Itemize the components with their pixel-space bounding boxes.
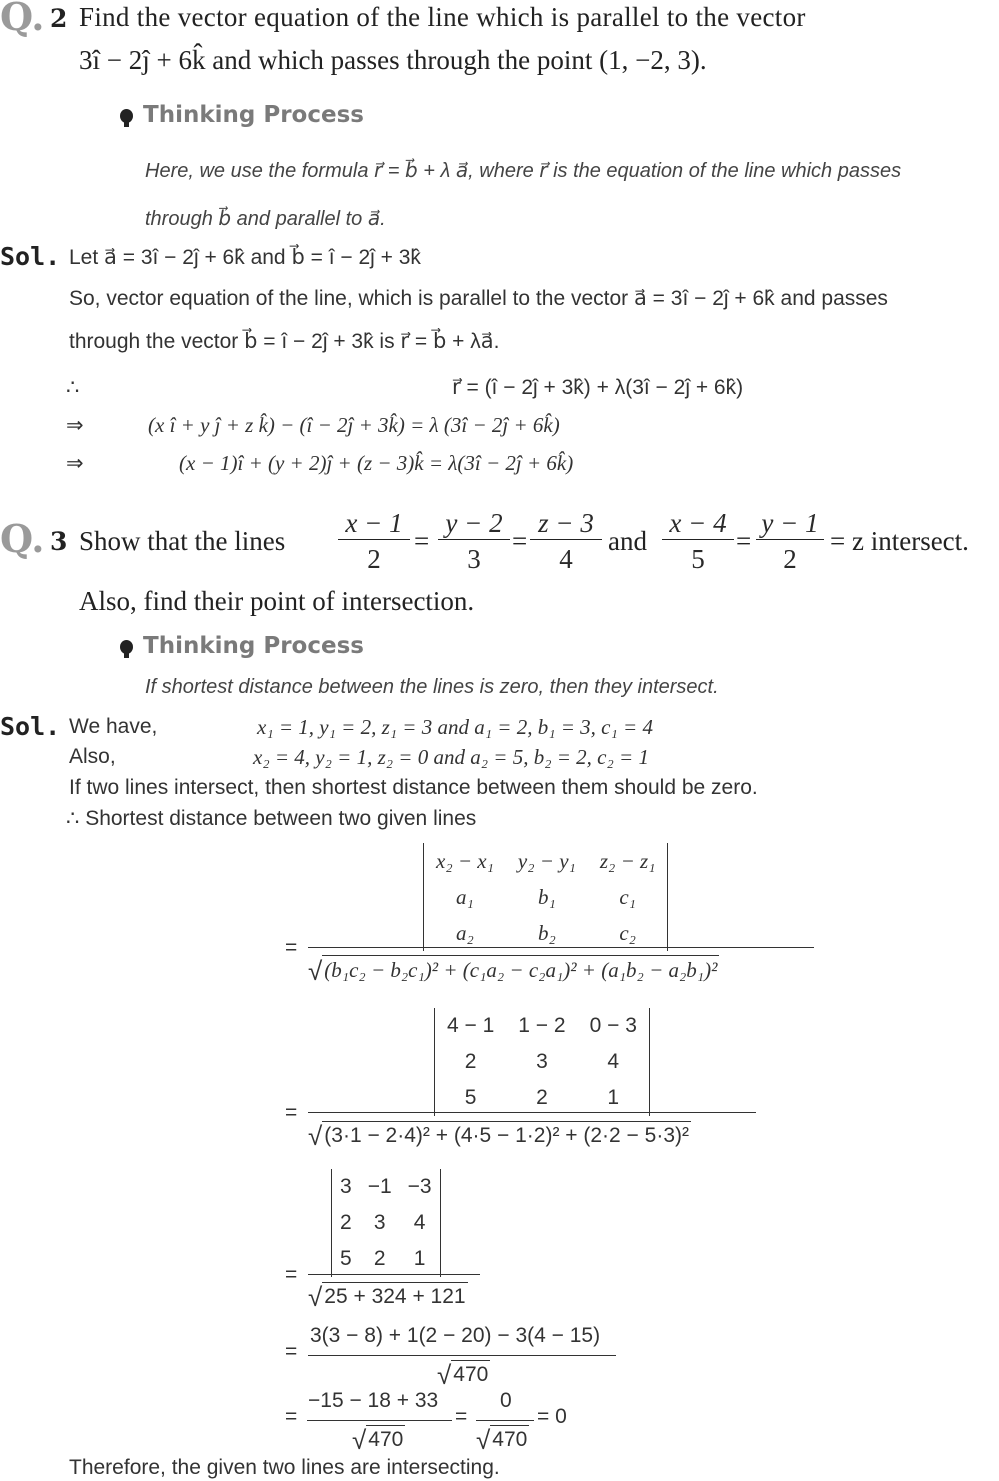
q3-determinant-substituted xyxy=(434,1008,650,1116)
det-cell: 3 xyxy=(373,1211,386,1234)
implies-symbol: ⇒ xyxy=(66,452,84,475)
det-cell: 0 − 3 xyxy=(589,1014,637,1037)
lightbulb-icon xyxy=(120,109,133,123)
q2-equation-3: (x − 1)î + (y + 2)ĵ + (z − 3)k̂ = λ(3î − 2ĵ + 6k̂) xyxy=(179,451,574,475)
det-cell: 2 xyxy=(536,1086,548,1109)
fraction-denominator: 5 xyxy=(662,539,734,575)
radicand: (b₁c₂ − b₂c₁)² + (c₁a₂ − c₂a₁)² + (a₁b₂ − a₂b₁)² xyxy=(322,955,719,983)
radicand: 470 xyxy=(490,1425,529,1452)
det-cell: 4 − 1 xyxy=(447,1014,495,1037)
det-cell: 4 xyxy=(413,1211,426,1234)
det-cell: x₂ − x₁ xyxy=(436,848,494,873)
radicand: 470 xyxy=(366,1425,405,1452)
radicand: 25 + 324 + 121 xyxy=(322,1282,467,1309)
det-cell: b₂ xyxy=(537,920,556,945)
q3-zero-numerator: 0 xyxy=(500,1389,512,1412)
q3-we-have: We have, xyxy=(69,715,158,738)
equals-sign: = xyxy=(285,1340,298,1363)
det-cell: 2 xyxy=(340,1211,352,1234)
sqrt-icon: √ xyxy=(308,1282,323,1312)
fraction-bar xyxy=(476,1420,534,1421)
q3-determinant-numeric xyxy=(331,1169,441,1277)
radicand: (3·1 − 2·4)² + (4·5 − 1·2)² + (2·2 − 5·3)² xyxy=(322,1121,691,1148)
q3-tail: = z intersect. xyxy=(830,526,969,556)
fraction-numerator: x − 4 xyxy=(669,508,727,538)
q3-values-line1: x₁ = 1, y₁ = 2, z₁ = 3 and a₁ = 2, b₁ = 3, c₁ = 4 xyxy=(257,715,653,739)
q2-question-line1: Find the vector equation of the line which is parallel to the vector xyxy=(79,2,806,32)
det-cell: 4 xyxy=(607,1050,620,1073)
q2-thinking-line2: through b⃗ and parallel to a⃗. xyxy=(145,208,386,230)
det-cell: 3 xyxy=(536,1050,548,1073)
det-cell: a₁ xyxy=(456,884,474,909)
fraction-denominator: 3 xyxy=(438,539,510,575)
det-cell: 2 xyxy=(373,1247,386,1270)
equals-sign: = xyxy=(512,526,528,556)
det-cell: −3 xyxy=(407,1175,432,1198)
equals-sign: = xyxy=(285,1405,298,1428)
fraction-bar xyxy=(308,1274,480,1275)
sqrt-icon: √ xyxy=(437,1360,452,1390)
fraction-bar xyxy=(308,1355,616,1356)
q3-and-text: and xyxy=(608,526,647,556)
q2-sol-line2: So, vector equation of the line, which is parallel to the vector a⃗ = 3î − 2ĵ + 6k̂ and passes xyxy=(69,287,888,310)
equals-sign: = xyxy=(285,936,298,959)
fraction-numerator: z − 3 xyxy=(538,508,594,538)
therefore-symbol: ∴ xyxy=(66,376,80,399)
fraction-numerator: y − 2 xyxy=(445,508,503,538)
q3-fraction-4 xyxy=(662,508,734,575)
fraction-bar xyxy=(308,1112,756,1113)
q3-fraction-3 xyxy=(530,508,602,575)
q3-fraction-1 xyxy=(338,508,410,575)
equals-sign: = xyxy=(285,1263,298,1286)
equals-sign: = xyxy=(285,1101,298,1124)
fraction-numerator: x − 1 xyxy=(345,508,403,538)
q3-question-line2: Also, find their point of intersection. xyxy=(79,586,475,616)
det-cell: −1 xyxy=(367,1175,392,1198)
q2-equation-1: r⃗ = (î − 2ĵ + 3k̂) + λ(3î − 2ĵ + 6k̂) xyxy=(452,376,744,399)
fraction-numerator: y − 1 xyxy=(761,508,819,538)
q2-thinking-title: Thinking Process xyxy=(143,102,364,128)
det-cell: 1 xyxy=(413,1247,426,1270)
radicand: 470 xyxy=(451,1360,490,1387)
q3-denominator-substituted xyxy=(308,1118,691,1149)
q2-question-line2: 3î − 2ĵ + 6k̂ and which passes through the point (1, −2, 3). xyxy=(79,45,707,75)
q3-thinking-heading xyxy=(120,633,364,659)
q3-conclusion: Therefore, the given two lines are intersecting. xyxy=(69,1456,500,1479)
q2-sol-line3: through the vector b⃗ = î − 2ĵ + 3k̂ is r⃗ = b⃗ + λa⃗. xyxy=(69,330,500,353)
q3-denominator-numeric xyxy=(308,1279,468,1310)
q3-mark: Q. xyxy=(0,516,45,561)
q3-determinant-general xyxy=(423,843,668,951)
q2-sol-label: Sol. xyxy=(0,242,61,271)
q3-equals-zero: = 0 xyxy=(537,1405,567,1428)
q3-shortest-text: ∴ Shortest distance between two given lines xyxy=(66,807,477,830)
det-cell: a₂ xyxy=(456,920,474,945)
q3-show-text: Show that the lines xyxy=(79,526,286,556)
det-cell: c₂ xyxy=(619,920,636,945)
q3-values-line2: x₂ = 4, y₂ = 1, z₂ = 0 and a₂ = 5, b₂ = 2, c₂ = 1 xyxy=(253,745,649,769)
det-cell: 1 − 2 xyxy=(518,1014,566,1037)
q3-thinking-title: Thinking Process xyxy=(143,633,364,659)
lightbulb-icon xyxy=(120,640,133,654)
q2-thinking-line1: Here, we use the formula r⃗ = b⃗ + λ a⃗, where r⃗ is the equation of the line which passes xyxy=(145,160,902,182)
q2-sol-line1: Let a⃗ = 3î − 2ĵ + 6k̂ and b⃗ = î − 2ĵ + 3k̂ xyxy=(69,246,421,269)
q3-result-numerator: −15 − 18 + 33 xyxy=(308,1389,439,1412)
q3-fraction-5 xyxy=(756,508,824,575)
q3-if-text: If two lines intersect, then shortest distance between them should be zero. xyxy=(69,776,758,799)
q2-mark: Q. xyxy=(0,0,45,39)
q3-expansion-numerator: 3(3 − 8) + 1(2 − 20) − 3(4 − 15) xyxy=(310,1324,601,1347)
equals-sign: = xyxy=(414,526,430,556)
det-cell: b₁ xyxy=(537,884,556,909)
q2-number: 2 xyxy=(50,4,68,33)
q2-equation-2: (x î + y ĵ + z k̂) − (î − 2ĵ + 3k̂) = λ (3î − 2ĵ + 6k̂) xyxy=(148,413,560,437)
det-cell: 3 xyxy=(340,1175,352,1198)
implies-symbol: ⇒ xyxy=(66,414,84,437)
det-cell: 1 xyxy=(607,1086,620,1109)
fraction-denominator: 2 xyxy=(338,539,410,575)
q3-denominator-general xyxy=(308,953,719,984)
sqrt-icon: √ xyxy=(308,956,323,986)
fraction-bar xyxy=(307,1420,452,1421)
sqrt-icon: √ xyxy=(308,1121,323,1151)
fraction-bar xyxy=(308,947,814,948)
q3-sol-label: Sol. xyxy=(0,712,61,741)
det-cell: c₁ xyxy=(619,884,636,909)
equals-sign: = xyxy=(455,1405,468,1428)
q3-number: 3 xyxy=(50,527,68,556)
equals-sign: = xyxy=(736,526,752,556)
fraction-denominator: 2 xyxy=(756,539,824,575)
q3-fraction-2 xyxy=(438,508,510,575)
fraction-denominator: 4 xyxy=(530,539,602,575)
q3-also: Also, xyxy=(69,745,116,768)
q3-zero-denominator xyxy=(476,1422,529,1453)
q3-expansion-denominator xyxy=(437,1357,490,1388)
sqrt-icon: √ xyxy=(352,1425,367,1455)
q2-thinking-heading xyxy=(120,102,364,128)
det-cell: z₂ − z₁ xyxy=(599,848,656,873)
det-cell: 2 xyxy=(464,1050,477,1073)
det-cell: 5 xyxy=(464,1086,477,1109)
det-cell: y₂ − y₁ xyxy=(517,848,576,873)
sqrt-icon: √ xyxy=(476,1425,491,1455)
q3-result-denominator xyxy=(352,1422,405,1453)
det-cell: 5 xyxy=(340,1247,352,1270)
q3-thinking-text: If shortest distance between the lines is zero, then they intersect. xyxy=(145,676,719,698)
